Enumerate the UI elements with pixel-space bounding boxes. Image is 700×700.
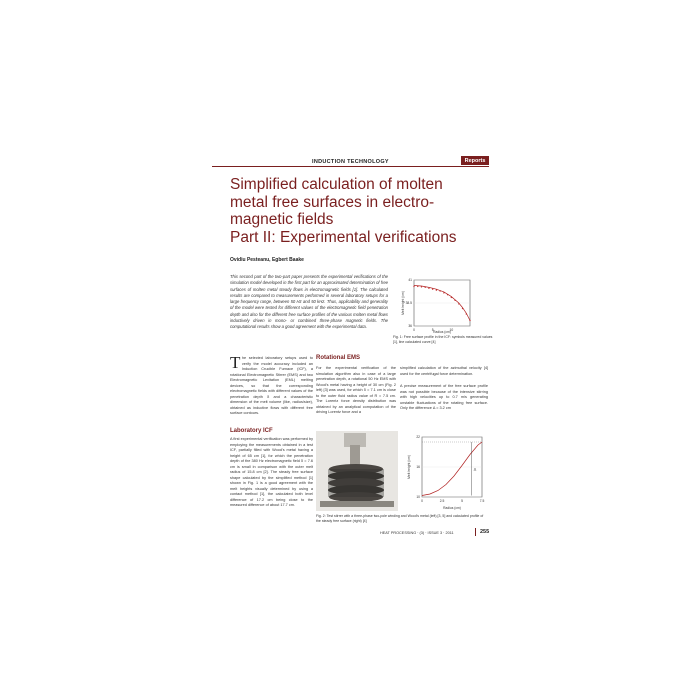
drop-cap: T bbox=[230, 353, 241, 372]
figure-2-caption: Fig. 2: Test stirrer with a three-phase two-pole winding and Wood's metal (left) [3, 5] and calculated profile of the steady free surface (right) [4] bbox=[316, 514, 484, 523]
x-tick-label: 0 bbox=[421, 499, 423, 503]
header-rule bbox=[212, 166, 489, 167]
x-tick-label: 10 bbox=[449, 328, 454, 332]
y-tick-label: 36 bbox=[408, 324, 412, 329]
col3-paragraph-1: simplified calculation of the azimuthal velocity [4] used for the centrifugal force determination. bbox=[400, 366, 488, 376]
footer-separator bbox=[475, 528, 476, 536]
figure-1-ylabel: Melt height (cm) bbox=[401, 291, 405, 315]
title-line: metal free surfaces in electro- bbox=[230, 193, 435, 211]
title-line: magnetic fields bbox=[230, 211, 334, 228]
section-badge: Reports bbox=[461, 156, 489, 165]
intro-paragraph bbox=[230, 353, 313, 417]
photo-top-fixture bbox=[344, 433, 366, 447]
y-tick-label: 16 bbox=[416, 465, 420, 470]
x-tick-label: 5 bbox=[431, 328, 434, 332]
y-tick-label: 22 bbox=[416, 435, 420, 440]
col3-paragraph-2: A precise measurement of the free surface profile was not possible because of the intensive stirring with high velocities up to 0.7 m/s generating unstable fluctuations of the rotating free surface. Only the difference Δ = 3.2 cm bbox=[400, 384, 488, 410]
figure-2-chart bbox=[400, 433, 495, 511]
x-tick-label: 0 bbox=[413, 328, 415, 332]
y-tick-label: 41 bbox=[408, 278, 412, 283]
x-tick-label: 2.5 bbox=[439, 499, 445, 503]
intro-text: he selected laboratory setups used to verify the model accuracy included an Induction Crucible Furnace (ICF), a rotational Electromagnetic Stirrer (EMS) and two Electromagnetic Levitation (EML) melting devices, so that the corresponding electromagnetic fields with different values of the penetration depth δ and a characteristic dimension of the melt volume (like, radius/size), obtained as inductive flows with different free surface contours. bbox=[230, 356, 313, 415]
page-number: 255 bbox=[480, 529, 490, 535]
title-line: Simplified calculation of molten bbox=[230, 176, 443, 193]
heading-laboratory-icf: Laboratory ICF bbox=[230, 428, 273, 434]
x-tick-label: 7.5 bbox=[479, 499, 485, 503]
section-label: INDUCTION TECHNOLOGY bbox=[312, 159, 389, 165]
figure-1-xlabel: Radius (cm) bbox=[433, 330, 451, 334]
photo-base bbox=[320, 501, 394, 507]
icf-paragraph: A first experimental verification was performed by employing the measurements obtained in a test ICF, partially filled with Wood's metal having a height of 65 cm [1], for which the penetration depth of the 380 Hz electromagnetic field δ = 7.6 cm is small in comparison with the outer melt radius of 15.8 cm [2]. The steady free surface shape calculated by the simplified method [1] shown in Fig. 1 is a good agreement with the melt heights visually determined by using a contact method [1], the calculated both level difference of 17.2 cm being close to the measured difference of about 17.7 cm. bbox=[230, 437, 313, 507]
figure-1-chart bbox=[392, 276, 492, 334]
journal-footer: HEAT PROCESSING · (3) · ISSUE 3 · 2011 bbox=[380, 531, 454, 535]
figure-2-photo bbox=[316, 431, 398, 511]
x-tick-label: 5 bbox=[461, 499, 463, 503]
delta-label: Δ bbox=[473, 466, 477, 472]
data-point bbox=[413, 286, 414, 287]
figure-2-ylabel: Melt height (cm) bbox=[407, 455, 411, 479]
figure-1-caption: Fig. 1: Free surface profile in the ICF: symbols measured values [1], line calculated curve [4] bbox=[393, 335, 493, 344]
title-line: Part II: Experimental verifications bbox=[230, 228, 457, 246]
photo-shaft bbox=[350, 445, 360, 467]
stirrer-windings bbox=[328, 464, 384, 502]
article-title bbox=[230, 176, 480, 246]
ems-paragraph: For the experimental verification of the simulation algorithm also in case of a large penetration depth, a rotational 50 Hz EMS with Wood's metal having a height of 30 cm (Fig. 2 left) [3] was used, for which δ = 7.1 cm is close to the outer fluid radius value of R = 7.5 cm. The Lorentz force density distribution was obtained by an analytical computation of the driving Lorentz force and a bbox=[316, 366, 396, 414]
y-tick-label: 10 bbox=[416, 495, 420, 500]
figure-2-xlabel: Radius (cm) bbox=[443, 506, 461, 510]
y-tick-label: 38.5 bbox=[405, 301, 412, 306]
abstract: This second part of the two-part paper presents the experimental verifications of the simulation model developed in the first part for an approximated determination of free surfaces of molten metal steady flows in electromagnetic fields [1]. The calculated results are compared to measurements performed in several laboratory setups for a large frequency range, between 50 Hz and 50 kHz. Thus, applicability and generality of the model were tested for different values of the electromagnetic field penetration depth and also for the different free surface profiles of the various molten metal flows inductively driven in mono- or combined three-phase magnetic fields. The computational results show a good agreement with the experimental data. bbox=[230, 274, 388, 330]
authors: Ovidiu Pesteanu, Egbert Baake bbox=[230, 257, 304, 263]
heading-rotational-ems: Rotational EMS bbox=[316, 355, 361, 361]
